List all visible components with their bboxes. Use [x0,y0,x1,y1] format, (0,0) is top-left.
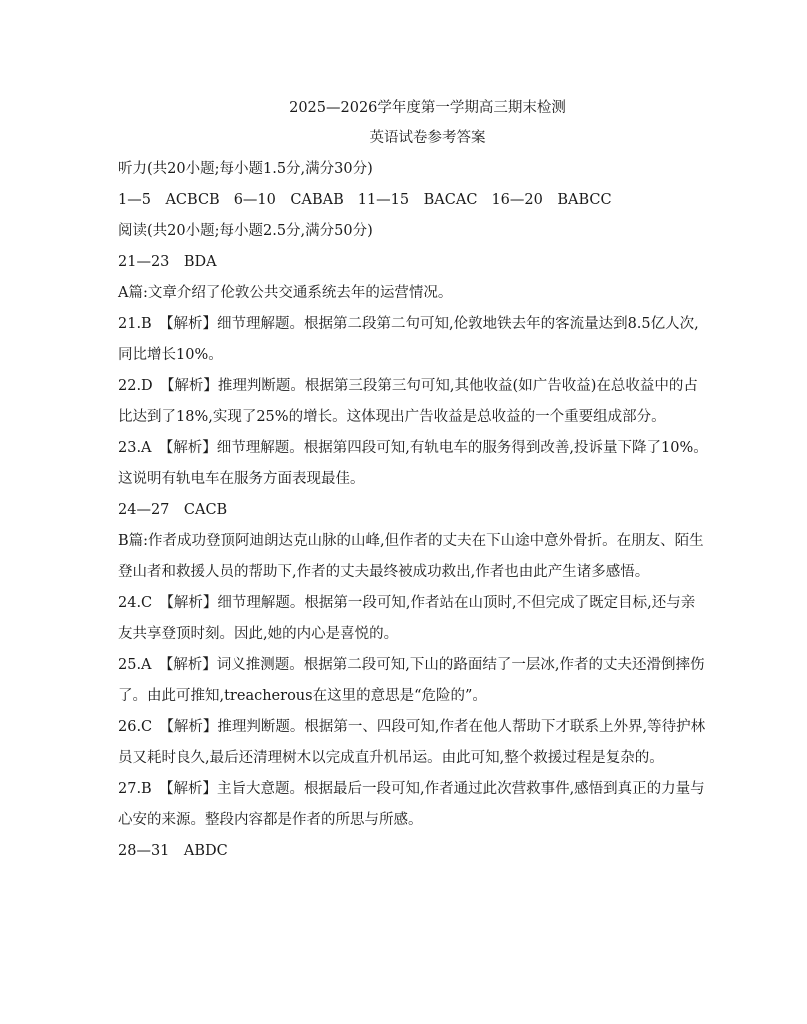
passage-b-summary-line1: B篇:作者成功登顶阿迪朗达克山脉的山峰,但作者的丈夫在下山途中意外骨折。在朋友、陌生 [118,533,704,549]
answer-body [118,154,717,867]
listening-answer-group: 16—20 BABCC [491,192,612,208]
q26-explanation-line1: 26.C 【解析】推理判断题。根据第一、四段可知,作者在他人帮助下才联系上外界,等待护林 [118,719,706,735]
passage-b-summary-line2: 登山者和救援人员的帮助下,作者的丈夫最终被成功救出,作者也由此产生诸多感悟。 [118,564,650,580]
q25-explanation-line2: 了。由此可推知,treacherous在这里的意思是“危险的”。 [118,688,487,704]
group-a-answers: 21—23 BDA [118,254,217,270]
q26-explanation-line2: 员又耗时良久,最后还清理树木以完成直升机吊运。由此可知,整个救援过程是复杂的。 [118,750,664,766]
q23-explanation-line1: 23.A 【解析】细节理解题。根据第四段可知,有轨电车的服务得到改善,投诉量下降了10%。 [118,440,708,456]
reading-heading: 阅读(共20小题;每小题2.5分,满分50分) [118,223,373,239]
q24-explanation-line1: 24.C 【解析】细节理解题。根据第一段可知,作者站在山顶时,不但完成了既定目标,还与亲 [118,595,696,611]
passage-a-summary: A篇:文章介绍了伦敦公共交通系统去年的运营情况。 [118,285,453,301]
listening-answer-group: 6—10 CABAB [233,192,344,208]
listening-answers [118,185,717,216]
q21-explanation-line1: 21.B 【解析】细节理解题。根据第二段第二句可知,伦敦地铁去年的客流量达到8.5亿人次, [118,316,699,332]
page-title: 2025—2026学年度第一学期高三期末检测 [289,100,566,116]
q25-explanation-line1: 25.A 【解析】词义推测题。根据第二段可知,下山的路面结了一层冰,作者的丈夫还滑倒摔伤 [118,657,705,673]
listening-heading: 听力(共20小题;每小题1.5分,满分30分) [118,161,373,177]
q22-explanation-line2: 比达到了18%,实现了25%的增长。这体现出广告收益是总收益的一个重要组成部分。 [118,409,666,425]
listening-answer-group: 11—15 BACAC [357,192,478,208]
q24-explanation-line2: 友共享登顶时刻。因此,她的内心是喜悦的。 [118,626,399,642]
q27-explanation-line1: 27.B 【解析】主旨大意题。根据最后一段可知,作者通过此次营救事件,感悟到真正的力量与 [118,781,705,797]
q22-explanation-line1: 22.D 【解析】推理判断题。根据第三段第三句可知,其他收益(如广告收益)在总收益中的占 [118,378,698,394]
page-subtitle: 英语试卷参考答案 [369,130,486,146]
group-b-answers: 24—27 CACB [118,502,228,518]
q21-explanation-line2: 同比增长10%。 [118,347,223,363]
listening-answer-group: 1—5 ACBCB [118,192,220,208]
q23-explanation-line2: 这说明有轨电车在服务方面表现最佳。 [118,471,365,487]
group-c-answers: 28—31 ABDC [118,843,228,859]
q27-explanation-line2: 心安的来源。整段内容都是作者的所思与所感。 [118,812,423,828]
